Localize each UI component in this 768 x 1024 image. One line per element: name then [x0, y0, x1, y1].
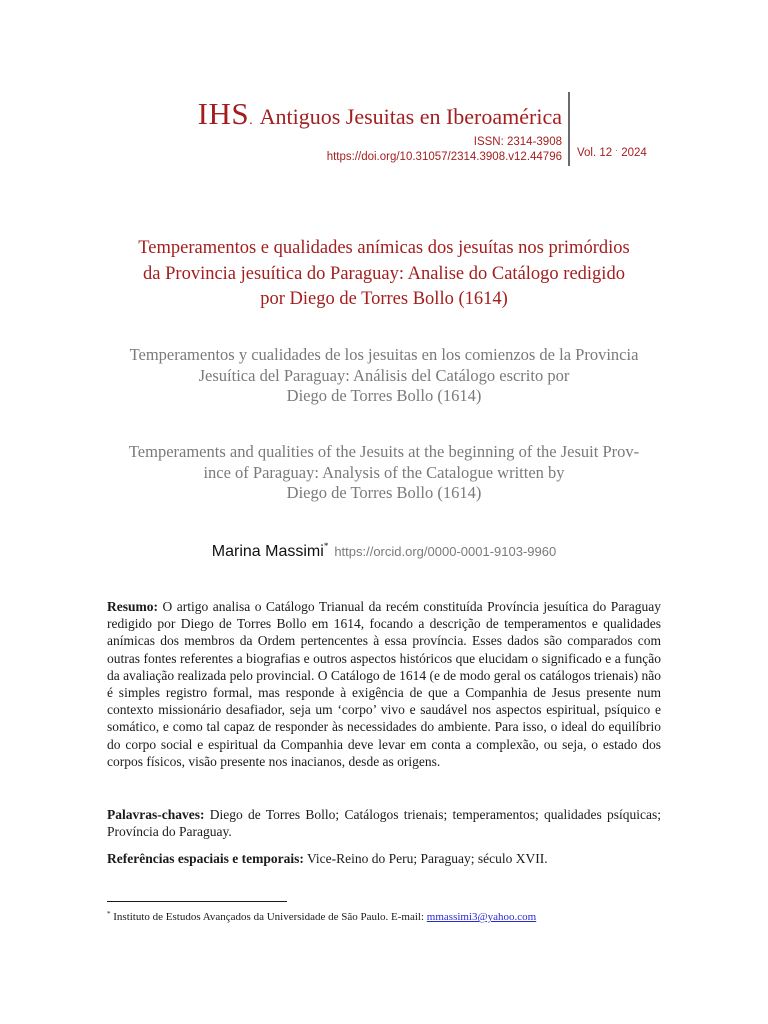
- keywords-text: Diego de Torres Bollo; Catálogos trienais; temperamentos; qualidades psíquicas; Província do Paraguay.: [107, 807, 662, 840]
- journal-title: [198, 98, 562, 129]
- title-en-line: ince of Paraguay: Analysis of the Catalogue written by: [203, 462, 565, 482]
- title-en-line: Diego de Torres Bollo (1614): [286, 483, 482, 502]
- references-label: Referências espaciais e temporais:: [107, 851, 304, 866]
- email-link[interactable]: mmassimi3@yahoo.com: [426, 911, 537, 923]
- footnote: [107, 910, 536, 923]
- title-pt-line: por Diego de Torres Bollo (1614): [260, 289, 508, 309]
- abstract-text: O artigo analisa o Catálogo Trianual da recém constituída Província jesuítica do Paraguay redigido por Diego de Torres Bollo em 1614, focando a descrição de temperamentos e qualidades anímicas dos membros da Ordem pertencentes à essa província. Esses dados são comparados com outras fontes referentes a biografias e outros aspectos históricos que elucidam o significado e a função da avaliação realizada pelo provincial. O Catálogo de 1614 (e de modo geral os catálogos trienais) não é simples registro formal, mas responde à exigência de que a Companhia de Jesus presente num contexto missionário desafiador, seja um ‘corpo’ vivo e saudável nos aspectos espiritual, psíquico e somático, e como tal capaz de responder às necessidades do ambiente. Para isso, o ideal do equilíbrio do corpo social e espiritual da Companhia deve levar em conta a complexão, ou seja, o estado dos corpos físicos, visão presente nos inacianos, desde as origens.: [107, 599, 662, 769]
- abstract-label: Resumo:: [107, 599, 158, 614]
- title-es-line: Temperamentos y cualidades de los jesuitas en los comienzos de la Provincia: [129, 345, 639, 364]
- keywords: [107, 806, 661, 840]
- author-name: Marina Massimi: [211, 543, 324, 560]
- author-footnote-marker: *: [323, 541, 329, 551]
- journal-name: Antiguos Jesuitas en Iberoamérica: [259, 104, 562, 129]
- footnote-marker: *: [107, 910, 111, 918]
- abstract: [107, 598, 661, 770]
- keywords-label: Palavras-chaves:: [107, 807, 205, 822]
- volume-number: Vol. 12: [577, 147, 613, 159]
- title-spanish: [100, 345, 668, 407]
- title-english: [100, 442, 668, 504]
- title-en-line: Temperaments and qualities of the Jesuits at the beginning of the Jesuit Prov-: [128, 442, 640, 461]
- journal-acronym: IHS: [197, 96, 250, 131]
- title-pt-line: Temperamentos e qualidades anímicas dos jesuítas nos primórdios: [138, 238, 630, 258]
- volume-year: 2024: [621, 147, 647, 159]
- footnote-text: Instituto de Estudos Avançados da Universidade de São Paulo. E-mail:: [113, 911, 427, 923]
- issn: ISSN: 2314-3908: [473, 136, 562, 148]
- author-line: [0, 541, 768, 561]
- journal-header: [198, 98, 562, 165]
- title-es-line: Jesuítica del Paraguay: Análisis del Catálogo escrito por: [198, 365, 570, 385]
- title-portuguese: [100, 236, 668, 313]
- header-divider: [568, 92, 570, 166]
- spatial-temporal-references: [107, 850, 661, 867]
- footnote-divider: [107, 901, 287, 902]
- doi-link[interactable]: https://doi.org/10.31057/2314.3908.v12.44796: [326, 151, 562, 163]
- volume-label: [577, 146, 647, 159]
- volume-separator: ·: [615, 146, 619, 155]
- title-es-line: Diego de Torres Bollo (1614): [286, 386, 482, 405]
- title-pt-line: da Provincia jesuítica do Paraguay: Analise do Catálogo redigido: [143, 263, 625, 284]
- orcid-link[interactable]: https://orcid.org/0000-0001-9103-9960: [334, 544, 557, 559]
- references-text: Vice-Reino do Peru; Paraguay; século XVII.: [306, 851, 548, 866]
- journal-dot: .: [249, 113, 253, 128]
